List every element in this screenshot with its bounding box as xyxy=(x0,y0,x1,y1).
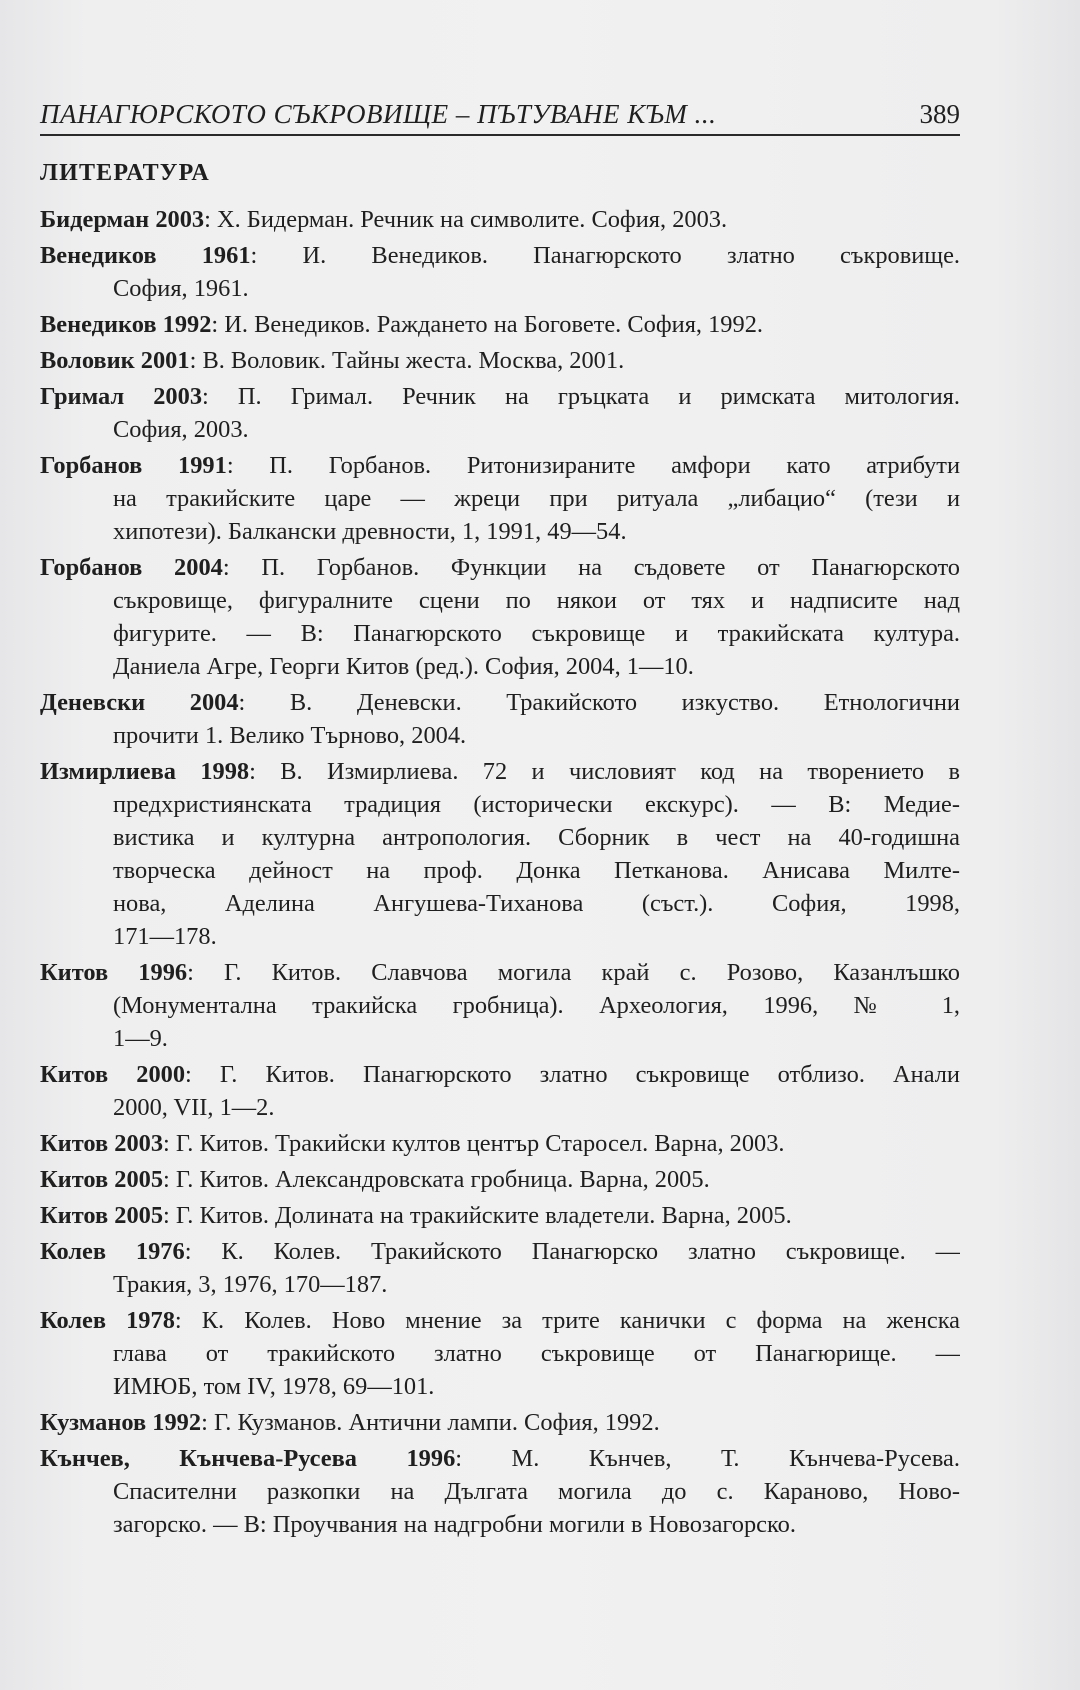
entry-line xyxy=(40,413,960,446)
entry-text: творческа дейност на проф. Донка Петканова. Анисава Милте- xyxy=(113,857,960,884)
bibliography-entry xyxy=(40,1235,960,1301)
entry-text: : Г. Китов. Тракийски култов център Старосел. Варна, 2003. xyxy=(163,1130,785,1157)
entry-line xyxy=(40,1370,960,1403)
bibliography-entry xyxy=(40,551,960,683)
entry-text: 171—178. xyxy=(113,923,217,950)
entry-text: нова, Аделина Ангушева-Тиханова (съст.). София, 1998, xyxy=(113,890,960,917)
entry-line xyxy=(40,1022,960,1055)
entry-key: Венедиков 1992 xyxy=(40,311,212,338)
bibliography-entry xyxy=(40,686,960,752)
entry-text: предхристиянската традиция (исторически екскурс). — В: Медие- xyxy=(113,791,960,818)
entry-key: Горбанов 2004 xyxy=(40,554,223,581)
entry-line xyxy=(40,1199,960,1232)
page-number: 389 xyxy=(919,99,960,129)
entry-line xyxy=(40,380,960,413)
entry-text: : Г. Китов. Славчова могила край с. Розово, Казанлъшко xyxy=(187,959,960,986)
entry-text: 1—9. xyxy=(113,1025,168,1052)
entry-line xyxy=(40,1058,960,1091)
entry-line xyxy=(40,1337,960,1370)
bibliography-entry xyxy=(40,203,960,236)
entry-line xyxy=(40,686,960,719)
entry-line xyxy=(40,755,960,788)
entry-text: Спасителни разкопки на Дългата могила до с. Караново, Ново- xyxy=(113,1478,960,1505)
entry-text: : М. Кънчев, Т. Кънчева-Русева. xyxy=(455,1445,960,1472)
bibliography-entry xyxy=(40,380,960,446)
entry-text: : К. Колев. Ново мнение за трите канички с форма на женска xyxy=(174,1307,960,1334)
entry-text: : Г. Китов. Панагюрското златно съкровище отблизо. Анали xyxy=(185,1061,960,1088)
entry-line xyxy=(40,650,960,683)
entry-text: глава от тракийското златно съкровище от Панагюрище. — xyxy=(113,1340,960,1367)
entry-text: : К. Колев. Тракийското Панагюрско златно съкровище. — xyxy=(184,1238,960,1265)
bibliography-entry xyxy=(40,449,960,548)
entry-text: : П. Горбанов. Функции на съдовете от Панагюрското xyxy=(222,554,960,581)
entry-key: Китов 2005 xyxy=(40,1166,164,1193)
entry-line xyxy=(40,515,960,548)
bibliography-entry xyxy=(40,1199,960,1232)
entry-text: : Г. Кузманов. Антични лампи. София, 1992. xyxy=(201,1409,660,1436)
entry-text: съкровище, фигуралните сцени по някои от тях и надписите над xyxy=(113,587,960,614)
bibliography-entry xyxy=(40,1406,960,1439)
entry-text: : И. Венедиков. Панагюрското златно съкровище. xyxy=(250,242,960,269)
entry-key: Колев 1976 xyxy=(40,1238,185,1265)
section-heading: ЛИТЕРАТУРА xyxy=(40,160,210,186)
entry-text: фигурите. — В: Панагюрското съкровище и тракийската култура. xyxy=(113,620,960,647)
entry-text: загорско. — В: Проучвания на надгробни могили в Новозагорско. xyxy=(113,1511,796,1538)
bibliography-entry xyxy=(40,1058,960,1124)
entry-text: хипотези). Балкански древности, 1, 1991, 49—54. xyxy=(113,518,627,545)
bibliography-entry xyxy=(40,239,960,305)
entry-text: ИМЮБ, том IV, 1978, 69—101. xyxy=(113,1373,435,1400)
entry-key: Кузманов 1992 xyxy=(40,1409,202,1436)
entry-key: Воловик 2001 xyxy=(40,347,190,374)
entry-text: Даниела Агре, Георги Китов (ред.). София, 2004, 1—10. xyxy=(113,653,694,680)
entry-line xyxy=(40,1304,960,1337)
entry-key: Бидерман 2003 xyxy=(40,206,205,233)
entry-line xyxy=(40,239,960,272)
bibliography-entry xyxy=(40,1442,960,1541)
entry-text: (Монументална тракийска гробница). Археология, 1996, № 1, xyxy=(113,992,960,1019)
entry-line xyxy=(40,989,960,1022)
entry-line xyxy=(40,1508,960,1541)
entry-text: : В. Измирлиева. 72 и числовият код на творението в xyxy=(249,758,960,785)
entry-text: вистика и културна антропология. Сборник в чест на 40-годишна xyxy=(113,824,960,851)
entry-line xyxy=(40,1406,960,1439)
bibliography-entry xyxy=(40,1304,960,1403)
bibliography-entry xyxy=(40,755,960,953)
entry-key: Китов 2005 xyxy=(40,1202,164,1229)
entry-line xyxy=(40,1442,960,1475)
entry-key: Кънчев, Кънчева-Русева 1996 xyxy=(40,1445,456,1472)
entry-text: на тракийските царе — жреци при ритуала „либацио“ (тези и xyxy=(113,485,960,512)
entry-key: Колев 1978 xyxy=(40,1307,175,1334)
entry-line xyxy=(40,1475,960,1508)
entry-line xyxy=(40,1163,960,1196)
entry-text: прочити 1. Велико Търново, 2004. xyxy=(113,722,467,749)
entry-line xyxy=(40,719,960,752)
bibliography-entry xyxy=(40,308,960,341)
entry-key: Китов 2003 xyxy=(40,1130,164,1157)
entry-line xyxy=(40,272,960,305)
entry-text: : И. Венедиков. Раждането на Боговете. София, 1992. xyxy=(211,311,763,338)
entry-key: Гримал 2003 xyxy=(40,383,203,410)
entry-text: : Х. Бидерман. Речник на символите. София, 2003. xyxy=(204,206,728,233)
entry-text: : Г. Китов. Александровската гробница. Варна, 2005. xyxy=(163,1166,710,1193)
entry-key: Китов 1996 xyxy=(40,959,188,986)
bibliography-entry xyxy=(40,956,960,1055)
entry-text: : П. Гримал. Речник на гръцката и римската митология. xyxy=(202,383,960,410)
entry-key: Китов 2000 xyxy=(40,1061,186,1088)
entry-line xyxy=(40,551,960,584)
entry-text: : В. Воловик. Тайны жеста. Москва, 2001. xyxy=(189,347,625,374)
bibliography-entry xyxy=(40,344,960,377)
entry-line xyxy=(40,920,960,953)
entry-line xyxy=(40,887,960,920)
running-header xyxy=(40,94,960,136)
running-title: ПАНАГЮРСКОТО СЪКРОВИЩЕ – ПЪТУВАНЕ КЪМ ... xyxy=(40,99,717,129)
entry-text: Тракия, 3, 1976, 170—187. xyxy=(113,1271,388,1298)
entry-line xyxy=(40,203,960,236)
entry-key: Венедиков 1961 xyxy=(40,242,251,269)
entry-line xyxy=(40,617,960,650)
entry-line xyxy=(40,449,960,482)
bibliography-entry xyxy=(40,1127,960,1160)
entry-line xyxy=(40,788,960,821)
entry-line xyxy=(40,1268,960,1301)
entry-line xyxy=(40,308,960,341)
entry-text: : Г. Китов. Долината на тракийските владетели. Варна, 2005. xyxy=(163,1202,792,1229)
entry-line xyxy=(40,1127,960,1160)
entry-text: : П. Горбанов. Ритонизираните амфори като атрибути xyxy=(226,452,960,479)
entry-line xyxy=(40,1091,960,1124)
entry-key: Измирлиева 1998 xyxy=(40,758,250,785)
entry-text: София, 1961. xyxy=(113,275,249,302)
entry-text: 2000, VII, 1—2. xyxy=(113,1094,275,1121)
bibliography-list xyxy=(40,203,960,1544)
entry-line xyxy=(40,482,960,515)
entry-line xyxy=(40,821,960,854)
entry-line xyxy=(40,584,960,617)
entry-line xyxy=(40,854,960,887)
entry-text: София, 2003. xyxy=(113,416,249,443)
entry-line xyxy=(40,1235,960,1268)
entry-line xyxy=(40,956,960,989)
bibliography-entry xyxy=(40,1163,960,1196)
entry-line xyxy=(40,344,960,377)
entry-key: Горбанов 1991 xyxy=(40,452,227,479)
entry-text: : В. Деневски. Тракийското изкуство. Етнологични xyxy=(238,689,960,716)
entry-key: Деневски 2004 xyxy=(40,689,239,716)
